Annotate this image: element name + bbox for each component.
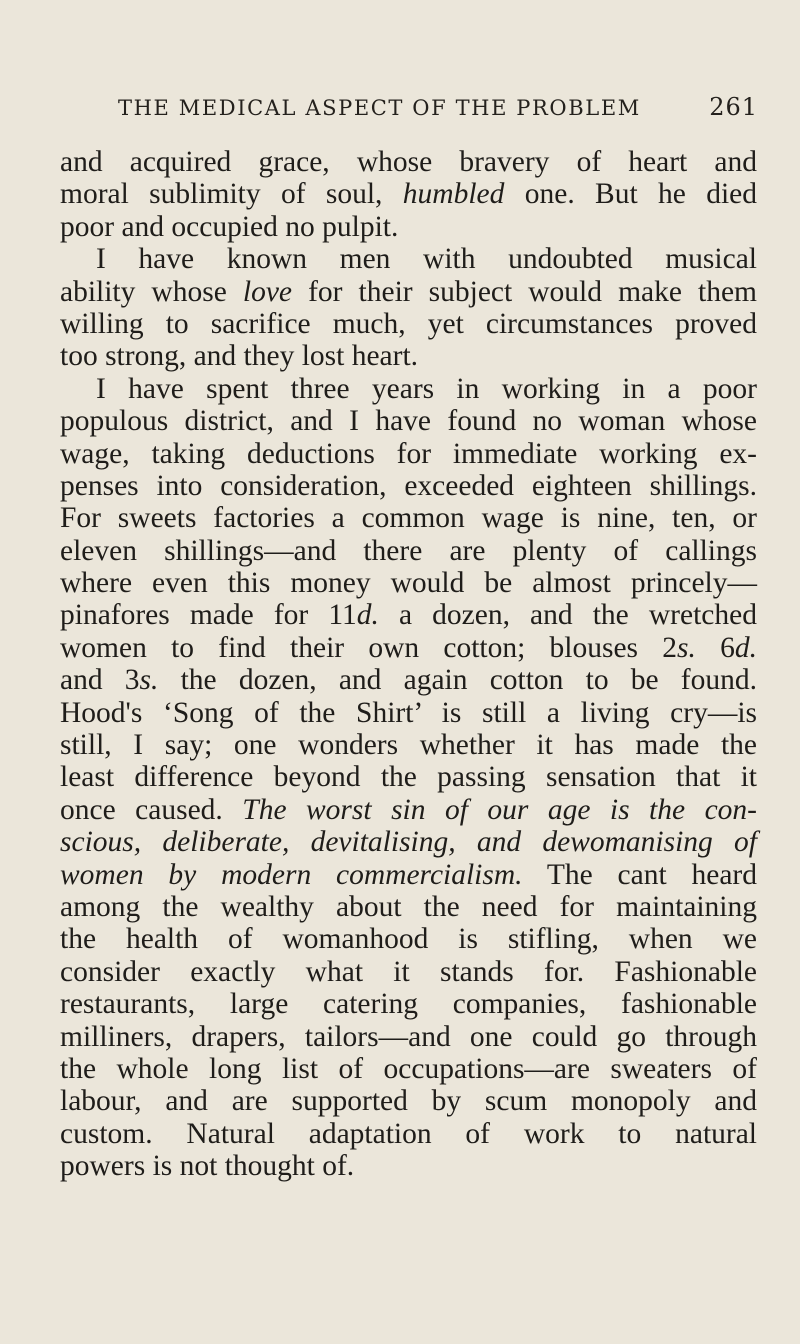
running-head (118, 93, 758, 121)
text-line: too strong, and they lost heart. (60, 340, 419, 373)
text-line: For sweets factories a common wage is nine, ten, or (60, 502, 757, 535)
text-line: and acquired grace, whose bravery of heart and (60, 146, 757, 178)
running-head-title: THE MEDICAL ASPECT OF THE PROBLEM (118, 96, 641, 120)
text-line: where even this money would be almost princely— (60, 567, 757, 600)
text-line: eleven shillings—and there are plenty of callings (60, 534, 757, 567)
text-line: penses into consideration, exceeded eighteen shillings. (60, 469, 757, 502)
text-line: restaurants, large catering companies, fashionable (60, 988, 757, 1021)
text-line: the health of womanhood is stifling, when we (60, 923, 757, 956)
text-line: populous district, and I have found no woman whose (60, 405, 757, 438)
body-text (60, 146, 757, 1183)
text-line: ability whose love for their subject would make them (60, 275, 757, 308)
text-line: willing to sacrifice much, yet circumstances proved (60, 307, 757, 340)
text-line: among the wealthy about the need for maintaining (60, 890, 757, 923)
text-line: women by modern commercialism. The cant heard (60, 858, 757, 891)
text-line: powers is not thought of. (60, 1150, 355, 1183)
text-line: once caused. The worst sin of our age is the con- (60, 793, 757, 826)
text-line: milliners, drapers, tailors—and one could go through (60, 1020, 757, 1053)
text-line: moral sublimity of soul, humbled one. But he died (60, 178, 757, 211)
text-line: women to find their own cotton; blouses 2s. 6d. (60, 631, 758, 664)
text-line: Hood's ‘Song of the Shirt’ is still a living cry—is (60, 696, 757, 729)
text-line: I have known men with undoubted musical (96, 243, 757, 276)
text-line: least difference beyond the passing sensation that it (60, 761, 757, 794)
text-line: the whole long list of occupations—are sweaters of (60, 1052, 757, 1085)
text-line: pinafores made for 11d. a dozen, and the wretched (60, 599, 757, 632)
page-number: 261 (709, 93, 758, 121)
text-line: still, I say; one wonders whether it has made the (60, 729, 757, 762)
text-line: and 3s. the dozen, and again cotton to be found. (60, 664, 757, 697)
text-line: consider exactly what it stands for. Fashionable (60, 955, 757, 988)
text-line: scious, deliberate, devitalising, and dewomanising of (60, 826, 757, 859)
text-line: poor and occupied no pulpit. (60, 210, 399, 243)
text-line: I have spent three years in working in a poor (96, 372, 757, 405)
text-line: labour, and are supported by scum monopoly and (60, 1085, 757, 1118)
text-line: custom. Natural adaptation of work to natural (60, 1117, 757, 1150)
text-line: wage, taking deductions for immediate working ex- (60, 437, 757, 470)
